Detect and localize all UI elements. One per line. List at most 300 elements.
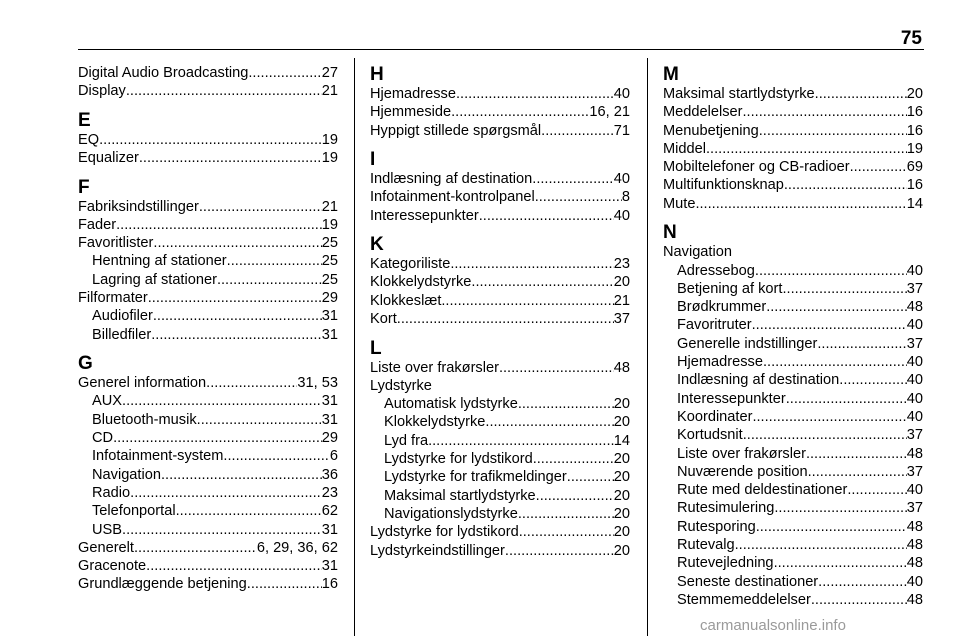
leader-dots [815,85,907,103]
entry-pages: 19 [321,131,338,148]
leader-dots [763,353,907,371]
entry-term: Telefonportal [92,503,176,520]
index-subentry [663,353,923,371]
leader-dots [755,262,907,280]
leader-dots [146,557,322,575]
leader-dots [153,234,321,252]
leader-dots [471,273,613,291]
index-subentry [78,411,338,429]
entry-pages: 36 [321,466,338,483]
leader-dots [784,176,907,194]
entry-term: Menubetjening [663,122,759,139]
leader-dots [451,103,589,121]
index-section [78,353,338,594]
leader-dots [99,131,322,149]
leader-dots [441,292,613,310]
column-divider-2 [647,58,648,636]
leader-dots [130,484,322,502]
index-subentry [663,390,923,408]
index-entry [370,85,630,103]
entry-pages: 40 [906,482,923,499]
entry-pages: 27 [321,65,338,81]
index-subentry [370,487,630,505]
entry-pages: 40 [613,171,630,188]
index-subentry [663,280,923,298]
entry-term: Rute med deldestinationer [677,482,848,499]
index-section [663,64,923,213]
leader-dots [782,280,906,298]
index-section [663,222,923,609]
index-subentry [78,326,338,344]
leader-dots [518,505,614,523]
index-subentry [663,481,923,499]
entry-pages: 19 [321,216,338,233]
entry-term: Liste over frakørsler [677,445,806,462]
entry-pages: 37 [906,280,923,297]
leader-dots [217,271,322,289]
entry-pages: 31 [321,558,338,575]
entry-term: Hjemmeside [370,104,452,121]
entry-term: Lagring af stationer [92,271,217,288]
index-section [370,338,630,560]
entry-pages: 37 [613,311,630,328]
leader-dots [248,64,321,82]
entry-pages: 40 [906,262,923,279]
entry-pages: 16 [321,576,338,593]
entry-term: Generelle indstillinger [677,335,818,352]
entry-term: Maksimal startlydstyrke [663,86,815,102]
entry-term: Interessepunkter [370,207,479,224]
index-subentry [78,392,338,410]
entry-term: Klokkelydstyrke [370,274,472,291]
entry-pages: 48 [906,555,923,572]
index-subentry [663,591,923,609]
entry-pages: 23 [613,256,630,273]
leader-dots [743,426,907,444]
entry-pages: 31, 53 [297,375,338,392]
entry-term: Kategoriliste [370,256,451,273]
leader-dots [808,463,907,481]
index-entry [663,85,923,103]
leader-dots [535,188,622,206]
leader-dots [811,591,907,609]
entry-term: Generel information [78,375,207,392]
leader-dots [148,289,322,307]
entry-term: Favoritlister [78,235,154,252]
index-entry [663,103,923,121]
index-section [370,64,630,140]
leader-dots [505,542,614,560]
entry-term: Nuværende position [677,463,808,480]
leader-dots [818,573,907,591]
leader-dots [126,82,322,100]
leader-dots [456,85,614,103]
entry-pages: 29 [321,430,338,447]
index-entry [78,82,338,100]
entry-pages: 48 [906,518,923,535]
entry-term: Navigation [92,466,161,483]
entry-term: Generelt [78,539,134,556]
index-entry [370,188,630,206]
index-entry [370,103,630,121]
index-subentry [663,371,923,389]
entry-term: EQ [78,131,100,148]
index-subentry [663,408,923,426]
entry-pages: 20 [613,274,630,291]
leader-dots [541,122,614,140]
index-column-2 [370,64,630,569]
leader-dots [519,523,614,541]
entry-term: Mute [663,195,696,212]
index-subentry [663,554,923,572]
entry-term: Middel [663,140,706,157]
leader-dots [766,298,907,316]
entry-pages: 40 [906,573,923,590]
entry-pages: 40 [906,408,923,425]
entry-term: Brødkrummer [677,299,767,316]
entry-pages: 31 [321,521,338,538]
entry-term: Lydstyrke for lydstikord [384,451,533,468]
entry-term: Lydstyrke [370,377,432,394]
entry-pages: 16 [906,177,923,194]
entry-term: Billedfiler [92,326,152,343]
entry-pages: 40 [613,207,630,224]
leader-dots [134,539,257,557]
entry-term: Hentning af stationer [92,253,227,270]
entry-pages: 48 [613,359,630,376]
leader-dots [774,554,907,572]
entry-term: Indlæsning af destination [677,372,840,389]
leader-dots [176,502,322,520]
leader-dots [743,103,907,121]
index-subentry [663,573,923,591]
entry-pages: 37 [906,500,923,517]
index-subentry [663,445,923,463]
index-entry [78,64,338,82]
entry-pages: 71 [613,122,630,139]
section-letter: F [78,176,90,198]
entry-term: USB [92,521,123,538]
entry-term: Klokkelydstyrke [384,414,486,431]
entry-pages: 40 [906,354,923,371]
index-entry [370,310,630,328]
index-subentry [78,466,338,484]
entry-term: Radio [92,484,131,501]
entry-pages: 37 [906,463,923,480]
entry-pages: 40 [906,317,923,334]
index-subentry [370,413,630,431]
index-section [78,177,338,344]
entry-pages: 20 [613,414,630,431]
leader-dots [499,359,614,377]
entry-pages: 62 [321,503,338,520]
entry-pages: 48 [906,537,923,554]
section-letter: I [370,149,376,171]
entry-term: Klokkeslæt [370,292,442,309]
index-entry [370,273,630,291]
leader-dots [223,447,329,465]
entry-term: Gracenote [78,558,147,575]
section-letter: N [663,222,677,244]
index-subentry [663,298,923,316]
index-entry [78,539,338,557]
entry-pages: 48 [906,591,923,608]
index-entry [370,170,630,188]
entry-term: Rutesimulering [677,500,775,517]
entry-term: Rutevejledning [677,555,774,572]
entry-pages: 31 [321,411,338,428]
leader-dots [139,149,322,167]
entry-pages: 40 [906,372,923,389]
index-subentry [78,252,338,270]
header-rule [78,49,924,50]
index-subentry [78,502,338,520]
entry-term: Lydstyrke for lydstikord [370,524,519,541]
entry-pages: 40 [906,390,923,407]
entry-pages: 40 [613,86,630,102]
index-entry [370,523,630,541]
leader-dots [199,198,322,216]
leader-dots [479,207,614,225]
leader-dots [536,487,614,505]
section-letter: G [78,353,93,375]
index-entry [78,374,338,392]
index-entry [663,195,923,213]
leader-dots [161,466,322,484]
leader-dots [850,158,907,176]
entry-term: Lydstyrkeindstillinger [370,542,505,559]
index-subentry [663,335,923,353]
entry-pages: 20 [613,542,630,559]
entry-pages: 21 [613,292,630,309]
entry-term: Navigationslydstyrke [384,505,518,522]
entry-pages: 21 [321,83,338,100]
index-subentry [78,521,338,539]
entry-pages: 48 [906,445,923,462]
index-entry [370,542,630,560]
leader-dots [116,216,322,234]
entry-pages: 25 [321,271,338,288]
leader-dots [197,411,322,429]
entry-pages: 8 [621,189,630,206]
leader-dots [752,408,906,426]
leader-dots [752,316,907,334]
index-entry [78,216,338,234]
index-entry [663,140,923,158]
index-subentry [78,484,338,502]
leader-dots [532,170,614,188]
index-subentry [663,499,923,517]
index-entry [370,255,630,273]
leader-dots [227,252,322,270]
leader-dots [206,374,297,392]
entry-term: Betjening af kort [677,280,783,297]
entry-term: Fabriksindstillinger [78,198,199,215]
entry-pages: 16, 21 [589,104,630,121]
index-entry [370,292,630,310]
entry-term: Lyd fra [384,432,429,449]
entry-pages: 20 [613,396,630,413]
entry-term: Koordinater [677,408,753,425]
index-entry [78,198,338,216]
index-entry [663,176,923,194]
entry-pages: 16 [906,104,923,121]
leader-dots [817,335,906,353]
index-subentry [663,536,923,554]
entry-term: Fader [78,216,117,233]
index-entry [78,149,338,167]
index-subentry [78,447,338,465]
section-letter: L [370,337,382,359]
entry-term: Lydstyrke for trafikmeldinger [384,469,567,486]
leader-dots [847,481,906,499]
index-entry [370,207,630,225]
entry-term: Interessepunkter [677,390,786,407]
index-subentry [370,450,630,468]
leader-dots [151,326,322,344]
section-letter: K [370,234,384,256]
entry-term: Maksimal startlydstyrke [384,487,536,504]
entry-term: Infotainment-system [92,448,224,465]
leader-dots [153,307,322,325]
leader-dots [428,432,614,450]
entry-term: Digital Audio Broadcasting [78,65,249,81]
index-subentry [78,271,338,289]
entry-term: Infotainment-kontrolpanel [370,189,535,206]
leader-dots [756,518,907,536]
entry-term: Automatisk lydstyrke [384,396,518,413]
index-section [78,110,338,168]
entry-term: Indlæsning af destination [370,171,533,188]
entry-pages: 14 [906,195,923,212]
index-entry [663,158,923,176]
entry-pages: 31 [321,393,338,410]
entry-pages: 31 [321,308,338,325]
index-subentry [370,432,630,450]
leader-dots [122,521,322,539]
section-letter: H [370,64,384,85]
entry-pages: 6, 29, 36, 62 [256,539,338,556]
index-entry [78,234,338,252]
leader-dots [247,575,322,593]
index-section [78,64,338,101]
leader-dots [786,390,907,408]
entry-term: Navigation [663,244,732,261]
index-subentry [370,505,630,523]
entry-pages: 20 [613,487,630,504]
leader-dots [485,413,613,431]
index-subentry [663,426,923,444]
index-column-1 [78,64,338,603]
leader-dots [567,468,614,486]
entry-term: Kortudsnit [677,427,743,444]
entry-pages: 31 [321,326,338,343]
entry-term: Meddelelser [663,104,743,121]
index-entry [370,377,630,395]
entry-term: Rutesporing [677,518,756,535]
leader-dots [695,195,906,213]
entry-term: Favoritruter [677,317,752,334]
index-subentry [663,463,923,481]
entry-term: Adressebog [677,262,755,279]
entry-term: Hjemadresse [370,86,456,102]
leader-dots [122,392,322,410]
entry-term: Equalizer [78,150,139,167]
index-entry [663,243,923,261]
entry-term: Display [78,83,126,100]
entry-term: AUX [92,393,123,410]
entry-pages: 69 [906,159,923,176]
entry-term: Bluetooth-musik [92,411,197,428]
index-subentry [370,468,630,486]
entry-pages: 25 [321,235,338,252]
index-subentry [78,307,338,325]
index-entry [78,289,338,307]
entry-pages: 37 [906,427,923,444]
entry-term: Stemmemeddelelser [677,591,811,608]
index-subentry [663,518,923,536]
entry-term: CD [92,430,114,447]
entry-term: Hjemadresse [677,354,763,371]
leader-dots [706,140,907,158]
index-subentry [663,262,923,280]
section-letter: M [663,64,679,85]
leader-dots [759,122,907,140]
entry-pages: 19 [321,150,338,167]
section-letter: E [78,109,91,131]
entry-pages: 16 [906,122,923,139]
entry-term: Liste over frakørsler [370,359,499,376]
leader-dots [806,445,907,463]
entry-term: Hyppigt stillede spørgsmål [370,122,542,139]
entry-term: Mobiltelefoner og CB-radioer [663,159,850,176]
index-section [370,149,630,225]
leader-dots [774,499,906,517]
entry-term: Grundlæggende betjening [78,576,247,593]
leader-dots [450,255,613,273]
column-divider-1 [354,58,355,636]
entry-pages: 6 [329,448,338,465]
index-entry [370,122,630,140]
leader-dots [518,395,614,413]
entry-term: Rutevalg [677,537,735,554]
entry-pages: 37 [906,335,923,352]
entry-term: Filformater [78,290,148,307]
entry-pages: 20 [613,524,630,541]
entry-pages: 29 [321,290,338,307]
index-entry [78,131,338,149]
leader-dots [839,371,907,389]
entry-term: Kort [370,311,397,328]
index-entry [78,575,338,593]
entry-pages: 14 [613,432,630,449]
entry-pages: 20 [906,86,923,102]
entry-term: Multifunktionsknap [663,177,784,194]
entry-term: Audiofiler [92,308,153,325]
entry-pages: 20 [613,469,630,486]
index-column-3 [663,64,923,618]
entry-pages: 19 [906,140,923,157]
index-entry [663,122,923,140]
entry-pages: 20 [613,451,630,468]
entry-pages: 21 [321,198,338,215]
entry-pages: 48 [906,299,923,316]
page-number: 75 [900,28,922,49]
entry-term: Seneste destinationer [677,573,819,590]
index-entry [78,557,338,575]
index-entry [370,359,630,377]
entry-pages: 23 [321,484,338,501]
